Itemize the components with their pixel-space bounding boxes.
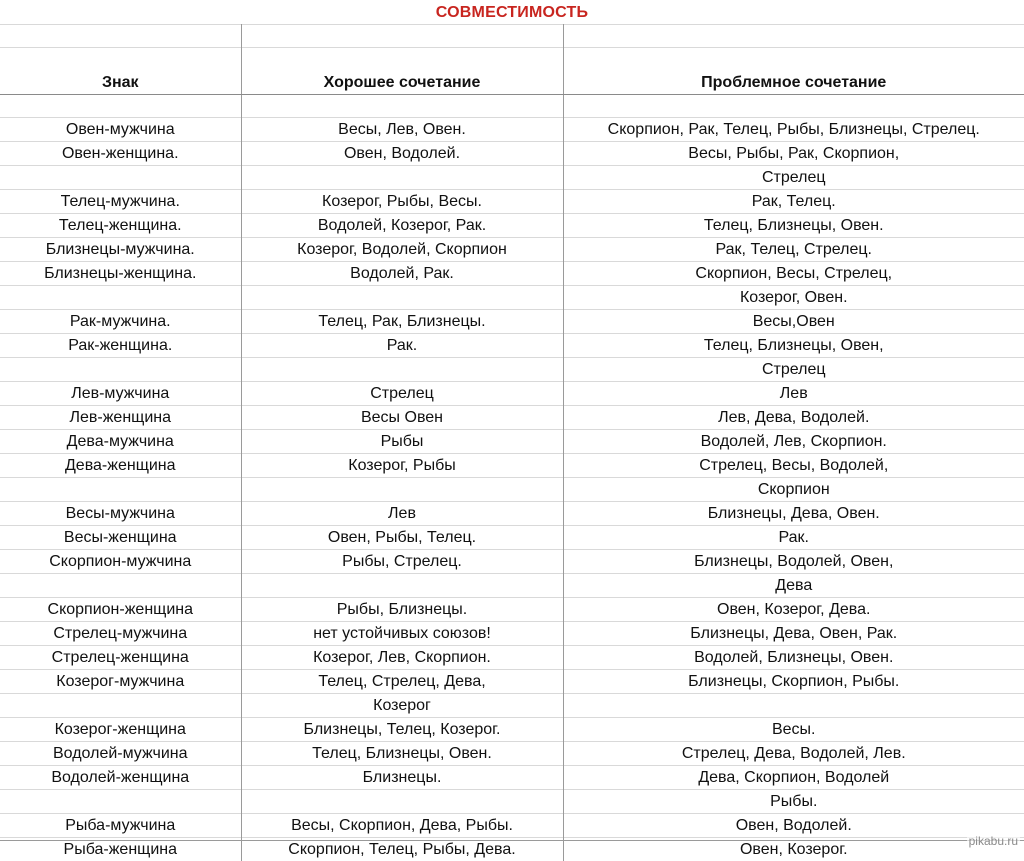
cell-problem-match: Близнецы, Скорпион, Рыбы.	[563, 670, 1024, 694]
cell-sign: Телец-женщина.	[0, 214, 241, 238]
table-row	[0, 766, 1024, 790]
cell-problem-match: Дева	[563, 574, 1024, 598]
cell-good-match: Козерог, Лев, Скорпион.	[241, 646, 563, 670]
cell-sign: Козерог-женщина	[0, 718, 241, 742]
table-bottom-border	[0, 840, 1024, 841]
table-row	[0, 790, 1024, 814]
cell-good-match: Телец, Стрелец, Дева,	[241, 670, 563, 694]
cell-problem-match: Рак, Телец, Стрелец.	[563, 238, 1024, 262]
spacer-row	[0, 25, 1024, 48]
header-problem-match: Проблемное сочетание	[563, 48, 1024, 95]
table-row	[0, 622, 1024, 646]
table-row	[0, 838, 1024, 861]
cell-sign: Близнецы-женщина.	[0, 262, 241, 286]
cell-sign: Стрелец-женщина	[0, 646, 241, 670]
table-row	[0, 550, 1024, 574]
table-row	[0, 286, 1024, 310]
header-good-match: Хорошее сочетание	[241, 48, 563, 95]
cell-good-match: Рыбы, Стрелец.	[241, 550, 563, 574]
cell-problem-match: Весы, Рыбы, Рак, Скорпион,	[563, 142, 1024, 166]
table-row	[0, 718, 1024, 742]
cell-sign: Близнецы-мужчина.	[0, 238, 241, 262]
cell-problem-match: Скорпион, Весы, Стрелец,	[563, 262, 1024, 286]
table-row	[0, 190, 1024, 214]
cell-good-match: Весы Овен	[241, 406, 563, 430]
cell-sign	[0, 286, 241, 310]
cell-sign	[0, 790, 241, 814]
cell-sign: Стрелец-мужчина	[0, 622, 241, 646]
cell-problem-match: Близнецы, Дева, Овен, Рак.	[563, 622, 1024, 646]
cell-good-match: Весы, Лев, Овен.	[241, 118, 563, 142]
cell-sign: Рыба-женщина	[0, 838, 241, 861]
spacer-row	[0, 95, 1024, 118]
cell-problem-match: Стрелец	[563, 358, 1024, 382]
cell-good-match	[241, 358, 563, 382]
table-row	[0, 262, 1024, 286]
cell-good-match	[241, 574, 563, 598]
cell-problem-match: Водолей, Близнецы, Овен.	[563, 646, 1024, 670]
cell-sign: Рак-женщина.	[0, 334, 241, 358]
cell-good-match	[241, 790, 563, 814]
cell-sign: Рыба-мужчина	[0, 814, 241, 838]
table-row	[0, 334, 1024, 358]
cell-sign: Рак-мужчина.	[0, 310, 241, 334]
cell-problem-match: Стрелец	[563, 166, 1024, 190]
table-row	[0, 646, 1024, 670]
table-row	[0, 598, 1024, 622]
cell-problem-match: Стрелец, Дева, Водолей, Лев.	[563, 742, 1024, 766]
cell-problem-match: Водолей, Лев, Скорпион.	[563, 430, 1024, 454]
cell-good-match: Скорпион, Телец, Рыбы, Дева.	[241, 838, 563, 861]
cell-sign	[0, 694, 241, 718]
table-row	[0, 670, 1024, 694]
cell-problem-match: Рак.	[563, 526, 1024, 550]
cell-sign: Дева-женщина	[0, 454, 241, 478]
cell-good-match: Рак.	[241, 334, 563, 358]
cell-problem-match: Овен, Козерог.	[563, 838, 1024, 861]
table-row	[0, 118, 1024, 142]
cell-good-match: Телец, Близнецы, Овен.	[241, 742, 563, 766]
cell-problem-match: Рак, Телец.	[563, 190, 1024, 214]
cell-sign: Лев-женщина	[0, 406, 241, 430]
table-header	[0, 48, 1024, 95]
table-row	[0, 406, 1024, 430]
table-row	[0, 142, 1024, 166]
cell-problem-match: Лев	[563, 382, 1024, 406]
cell-good-match: Водолей, Козерог, Рак.	[241, 214, 563, 238]
cell-good-match: Рыбы	[241, 430, 563, 454]
table-row	[0, 574, 1024, 598]
cell-good-match: Козерог, Водолей, Скорпион	[241, 238, 563, 262]
cell-problem-match: Скорпион	[563, 478, 1024, 502]
cell-good-match: Овен, Рыбы, Телец.	[241, 526, 563, 550]
cell-problem-match: Рыбы.	[563, 790, 1024, 814]
cell-sign	[0, 478, 241, 502]
table-row	[0, 526, 1024, 550]
cell-problem-match: Близнецы, Водолей, Овен,	[563, 550, 1024, 574]
cell-good-match: Лев	[241, 502, 563, 526]
cell-good-match: Козерог, Рыбы	[241, 454, 563, 478]
table-row	[0, 430, 1024, 454]
cell-sign: Овен-женщина.	[0, 142, 241, 166]
cell-good-match: Близнецы.	[241, 766, 563, 790]
cell-good-match: Овен, Водолей.	[241, 142, 563, 166]
table-row	[0, 478, 1024, 502]
cell-sign: Весы-мужчина	[0, 502, 241, 526]
cell-problem-match: Лев, Дева, Водолей.	[563, 406, 1024, 430]
cell-sign	[0, 166, 241, 190]
cell-problem-match: Козерог, Овен.	[563, 286, 1024, 310]
table-row	[0, 742, 1024, 766]
table-row	[0, 238, 1024, 262]
table-row	[0, 310, 1024, 334]
cell-problem-match: Дева, Скорпион, Водолей	[563, 766, 1024, 790]
cell-sign: Лев-мужчина	[0, 382, 241, 406]
table-row	[0, 166, 1024, 190]
cell-problem-match: Скорпион, Рак, Телец, Рыбы, Близнецы, Стрелец.	[563, 118, 1024, 142]
cell-good-match: Стрелец	[241, 382, 563, 406]
table-row	[0, 358, 1024, 382]
cell-good-match	[241, 166, 563, 190]
cell-sign	[0, 574, 241, 598]
cell-sign: Скорпион-женщина	[0, 598, 241, 622]
table-row	[0, 454, 1024, 478]
compatibility-table	[0, 24, 1024, 861]
cell-good-match	[241, 478, 563, 502]
cell-sign: Водолей-женщина	[0, 766, 241, 790]
cell-problem-match: Телец, Близнецы, Овен.	[563, 214, 1024, 238]
cell-sign: Козерог-мужчина	[0, 670, 241, 694]
table-row	[0, 814, 1024, 838]
table-row	[0, 214, 1024, 238]
cell-problem-match: Телец, Близнецы, Овен,	[563, 334, 1024, 358]
cell-good-match: Рыбы, Близнецы.	[241, 598, 563, 622]
cell-problem-match: Близнецы, Дева, Овен.	[563, 502, 1024, 526]
cell-good-match: Телец, Рак, Близнецы.	[241, 310, 563, 334]
page-title: СОВМЕСТИМОСТЬ	[0, 0, 1024, 24]
cell-sign: Весы-женщина	[0, 526, 241, 550]
cell-good-match: Козерог	[241, 694, 563, 718]
cell-good-match	[241, 286, 563, 310]
cell-sign: Скорпион-мужчина	[0, 550, 241, 574]
cell-problem-match: Овен, Козерог, Дева.	[563, 598, 1024, 622]
table-row	[0, 694, 1024, 718]
cell-good-match: Водолей, Рак.	[241, 262, 563, 286]
cell-sign: Телец-мужчина.	[0, 190, 241, 214]
cell-sign: Овен-мужчина	[0, 118, 241, 142]
cell-problem-match: Стрелец, Весы, Водолей,	[563, 454, 1024, 478]
cell-good-match: Козерог, Рыбы, Весы.	[241, 190, 563, 214]
watermark: pikabu.ru	[967, 834, 1020, 848]
table-row	[0, 382, 1024, 406]
cell-problem-match	[563, 694, 1024, 718]
cell-sign	[0, 358, 241, 382]
cell-problem-match: Весы,Овен	[563, 310, 1024, 334]
cell-problem-match: Весы.	[563, 718, 1024, 742]
cell-good-match: Весы, Скорпион, Дева, Рыбы.	[241, 814, 563, 838]
table-row	[0, 502, 1024, 526]
cell-problem-match: Овен, Водолей.	[563, 814, 1024, 838]
cell-good-match: нет устойчивых союзов!	[241, 622, 563, 646]
cell-sign: Дева-мужчина	[0, 430, 241, 454]
cell-sign: Водолей-мужчина	[0, 742, 241, 766]
header-sign: Знак	[0, 48, 241, 95]
cell-good-match: Близнецы, Телец, Козерог.	[241, 718, 563, 742]
